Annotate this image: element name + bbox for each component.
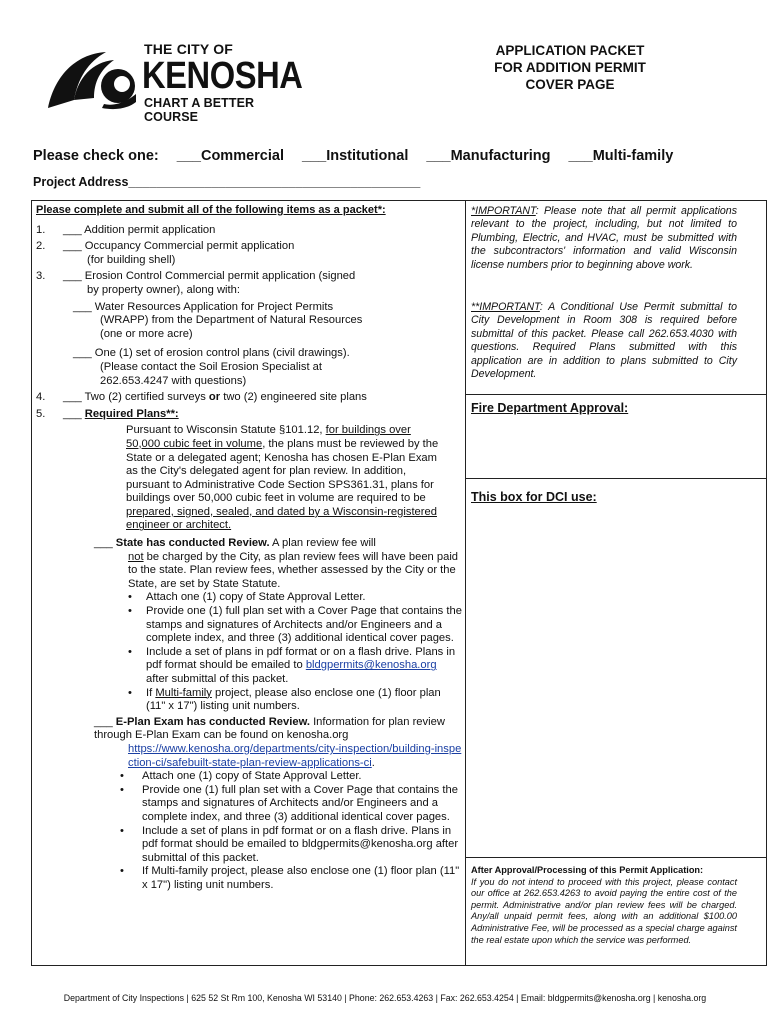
column-divider (465, 200, 466, 966)
state-bullet: • Include a set of plans in pdf format or on a flash drive. Plans in pdf format should be emailed to bldgpermits@kenosha.org after submittal of this packet. (128, 645, 456, 685)
eplan-bullet: • Include a set of plans in pdf format or on a flash drive. Plans in pdf format should be emailed to bldgpermits@kenosha.org after submittal of this packet. (120, 824, 459, 864)
eplan-review-option[interactable]: ___ E-Plan Exam has conducted Review. Information for plan review through E-Plan Exam can be found on kenosha.org https://www.kenosha.org/departments/city-inspection/building-inspection-ci/safebuilt-state-plan-review-applications-ci. (94, 715, 462, 769)
logo-line1: THE CITY OF (144, 41, 234, 57)
important-note-2: **IMPORTANT: A Conditional Use Permit submittal to City Development in Room 308 is required before submittal of this packet. Please call 262.653.4030 with questions. Required Plans submitted with this application are in addition to plans submitted to City Development. (471, 301, 737, 381)
email-link[interactable]: bldgpermits@kenosha.org (305, 659, 437, 672)
title-line1: APPLICATION PACKET (495, 43, 645, 58)
option-institutional[interactable]: ___Institutional (302, 148, 409, 164)
list-item[interactable]: 2. ___ Occupancy Commercial permit application (for building shell) (36, 240, 295, 266)
wave-logo-icon (44, 48, 140, 112)
page-footer: Department of City Inspections | 625 52 St Rm 100, Kenosha WI 53140 | Phone: 262.653.4263 | Fax: 262.653.4254 | Email: bldgpermits@kenosha.org | kenosha.org (63, 993, 707, 1003)
eplan-url-link[interactable]: https://www.kenosha.org/departments/city-inspection/building-inspection-ci/safebuilt-state-plan-review-applications-ci (128, 742, 462, 769)
eplan-bullet: • Provide one (1) full plan set with a Cover Page that contains the stamps and signatures of Architects and/or Engineers and a complete index, and three (3) additional identical cover pages. (120, 783, 458, 823)
divider-3 (465, 857, 767, 858)
erosion-plans-item[interactable]: ___ One (1) set of erosion control plans (civil drawings). (Please contact the Soil Erosion Specialist at 262.653.4247 with questions) (73, 347, 350, 387)
checklist (36, 204, 462, 893)
option-commercial[interactable]: ___Commercial (176, 148, 284, 164)
eplan-bullet: • Attach one (1) copy of State Approval Letter. (120, 770, 362, 783)
list-item[interactable]: 1. ___ Addition permit application (36, 223, 216, 236)
divider-2 (465, 478, 767, 479)
important-note-1: *IMPORTANT: Please note that all permit applications relevant to the project, including, but not limited to Plumbing, Electric, and HVAC, must be submitted with the subcontractors' information and valid Wisconsin license numbers prior to beginning above work. (471, 205, 737, 271)
list-item[interactable]: 4. ___ Two (2) certified surveys or two (2) engineered site plans (36, 391, 367, 404)
required-plans-text: Pursuant to Wisconsin Statute §101.12, for buildings over 50,000 cubic feet in volume, the plans must be reviewed by the State or a delegated agent; Kenosha has chosen E-Plan Exam as the City's delegated agent for plan review. In addition, pursuant to Administrative Code Section SPS361.31, plans for buildings over 50,000 cubic feet in volume are required to be prepared, signed, sealed, and dated by a Wisconsin-registered engineer or architect. (126, 424, 439, 532)
state-bullet: • Provide one (1) full plan set with a Cover Page that contains the stamps and signatures of Architects and/or Engineers and a complete index, and three (3) additional identical cover pages. (128, 605, 462, 645)
eplan-bullet: • If Multi-family project, please also enclose one (1) floor plan (11" x 17") listing unit numbers. (120, 865, 460, 891)
list-item[interactable]: 3. ___ Erosion Control Commercial permit application (signed by property owner), along with: ___ Water Resources Application for Project Permits (WRAPP) from the Department of Natural Resources (one or more acre) ___ One (1) set of erosion control plans (civil drawings). (Please contact the Soil Erosion Specialist at 262.653.4247 with questions) (36, 270, 462, 388)
fire-approval-heading: Fire Department Approval: (471, 401, 629, 415)
divider-1 (465, 394, 767, 395)
option-multi-family[interactable]: ___Multi-family (568, 148, 674, 164)
title-line3: COVER PAGE (525, 77, 615, 92)
option-manufacturing[interactable]: ___Manufacturing (426, 148, 551, 164)
project-type-row (33, 148, 687, 164)
check-label: Please check one: (33, 148, 159, 164)
city-logo (44, 38, 306, 124)
wrapp-item[interactable]: ___ Water Resources Application for Project Permits (WRAPP) from the Department of Natural Resources (one or more acre) (73, 300, 363, 340)
state-review-option[interactable]: ___ State has conducted Review. A plan review fee will not be charged by the City, as plan review fees will have been paid to the state. Plan review fees, whether assessed by the City or the State, are set by State Statute. (94, 537, 459, 590)
project-address-field[interactable]: Project Address__________________________________________ (33, 175, 421, 189)
title-line2: FOR ADDITION PERMIT (494, 60, 646, 75)
list-item[interactable]: 5. ___ Required Plans**: (36, 407, 179, 420)
document-title (470, 42, 670, 93)
logo-tagline: CHART A BETTER COURSE (144, 96, 255, 124)
after-approval-note: After Approval/Processing of this Permit Application: If you do not intend to proceed with this project, please contact our office at 262.653.4263 to avoid paying the entire cost of the permit. Administrative and/or plan review fees will be charged. Any/all unpaid permit fees, along with an additional $100.00 Administrative Fee, will be processed as a special charge against the real estate upon which the service was performed. (471, 865, 737, 945)
state-bullet: • If Multi-family project, please also enclose one (1) floor plan (11" x 17") listing unit numbers. (128, 686, 441, 713)
logo-line2: KENOSHA (142, 55, 303, 97)
dci-use-heading: This box for DCI use: (471, 490, 597, 504)
state-bullet: • Attach one (1) copy of State Approval Letter. (128, 591, 366, 604)
checklist-lead: Please complete and submit all of the following items as a packet*: (36, 204, 386, 216)
